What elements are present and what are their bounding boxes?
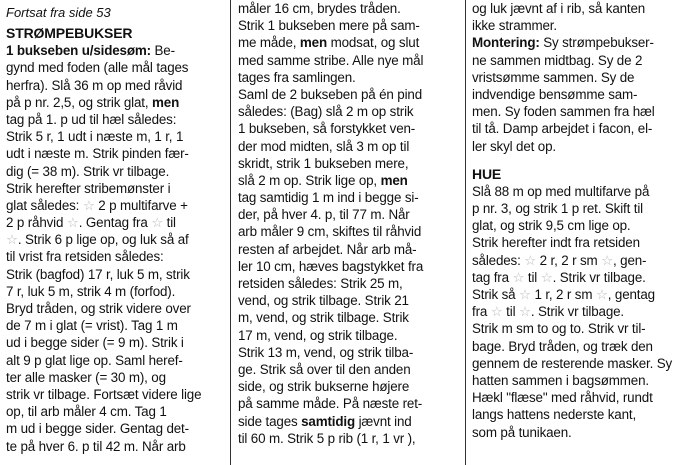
text-line: resten af arbejdet. Når arb må-	[238, 241, 417, 257]
text-line: til 60 m. Strik 5 p rib (1 r, 1 vr ),	[238, 430, 416, 446]
text-line: Strik 1 bukseben mere på sam-	[238, 18, 420, 34]
star-icon: ☆	[524, 252, 537, 268]
text-line: Strik m sm to og to. Strik vr til-	[472, 321, 646, 337]
text-line: 17 m, vend, og strik tilbage.	[238, 327, 398, 343]
text-line: Strik (bagfod) 17 r, luk 5 m, strik	[6, 266, 190, 282]
text-line: tag på 1. p ud til hæl således:	[6, 111, 177, 127]
text-line: ter alle masker (= 30 m), og	[6, 369, 166, 385]
text-line: tages fra samlingen.	[238, 69, 356, 85]
text-line: ler 10 cm, hæves bagstykket fra	[238, 258, 424, 274]
text-line: og luk jævnt af i rib, så kanten	[472, 1, 646, 16]
text-line: p nr. 3, og strik 1 p ret. Skift til	[472, 201, 643, 217]
text-line: 1 bukseben u/sidesøm: Be-	[6, 43, 175, 59]
text-line: således: (Bag) slå 2 m op strik	[238, 104, 414, 120]
text-line: på samme måde. På næste ret-	[238, 396, 423, 412]
text-line: side, og strik bukserne højere	[238, 379, 410, 395]
column-3	[472, 0, 694, 465]
text-line: arb måler 9 cm, skiftes til råhvid	[238, 224, 422, 240]
text-line: Strik herefter indt fra retsiden	[472, 235, 640, 251]
text-line: 7 r, luk 5 m, strik 4 m (forfod).	[6, 283, 176, 299]
text-line: skridt, strik 1 bukseben mere,	[238, 155, 409, 171]
continued-note: Fortsat fra side 53	[6, 5, 111, 20]
star-icon: ☆	[601, 252, 613, 268]
text-line: Strik herefter stribemønster i	[6, 180, 171, 196]
text-line: på p nr. 2,5, og strik glat, men	[6, 94, 180, 110]
text-line: ler skyl det op.	[472, 138, 556, 154]
star-icon: ☆	[490, 304, 503, 320]
section-title-hue: HUE	[472, 165, 502, 182]
star-icon: ☆	[151, 215, 164, 231]
text-line: slå 2 m op. Strik lige op, men	[238, 172, 408, 188]
text-line: udt i næste m. Strik pinden fær-	[6, 146, 189, 162]
text-line: tag fra ☆ til ☆. Strik vr tilbage.	[472, 269, 646, 285]
column-2	[238, 0, 460, 465]
text-line: vristsømme sammen. Sy de	[472, 69, 635, 85]
text-line: med samme stribe. Alle nye mål	[238, 52, 424, 68]
text-line: herfra). Slå 36 m op med råvid	[6, 77, 183, 93]
text-line: således: ☆ 2 r, 2 r sm ☆, gen-	[472, 252, 647, 268]
text-line: m ud i begge sider. Gentag det-	[6, 421, 189, 437]
text-line: Strik 5 r, 1 udt i næste m, 1 r, 1	[6, 129, 184, 145]
text-line: Saml de 2 bukseben på én pind	[238, 86, 423, 102]
text-line: langs hattens nederste kant,	[472, 407, 637, 423]
text-line: ge. Strik så over til den anden	[238, 361, 411, 377]
text-line: der, på hver 4. p, til 77 m. Når	[238, 207, 410, 223]
text-line: gennem de resterende masker. Sy	[472, 355, 673, 371]
section-gap	[472, 155, 694, 166]
text-line: glat, og strik 9,5 cm lige op.	[472, 218, 631, 234]
section-title-stroempebukser: STRØMPEBUKSER	[6, 25, 133, 41]
text-line: ikke strammer.	[472, 18, 557, 34]
text-line: ☆. Strik 6 p lige op, og luk så af	[6, 232, 189, 248]
text-line: me måde, men modsat, og slut	[238, 35, 420, 51]
star-icon: ☆	[540, 269, 553, 285]
star-icon: ☆	[519, 287, 531, 302]
text-line: til tå. Damp arbejdet i facon, el-	[472, 121, 653, 137]
text-line: ud i begge sider (= 9 m). Strik i	[6, 335, 184, 351]
star-icon: ☆	[66, 215, 79, 231]
text-line: tag samtidig 1 m ind i begge si-	[238, 190, 419, 206]
text-line: alt 9 p glat lige op. Saml heref-	[6, 352, 183, 368]
text-line: retsiden således: Strik 25 m,	[238, 276, 403, 291]
text-line: Montering: Sy strømpebukser-	[472, 35, 654, 51]
text-line: dig (= 38 m). Strik vr tilbage.	[6, 163, 170, 179]
text-line: de 7 m i glat (= vrist). Tag 1 m	[6, 318, 178, 334]
text-line: der mod midten, slå 3 m op til	[238, 138, 410, 154]
text-line: men. Sy foden sammen fra hæl	[472, 104, 655, 120]
text-line: op, til arb måler 4 cm. Tag 1	[6, 404, 167, 420]
column-divider	[465, 0, 466, 465]
text-line: glat således: ☆ 2 p multifarve +	[6, 197, 188, 213]
text-line: 2 p råhvid ☆. Gentag fra ☆ til	[6, 215, 176, 231]
text-line: bage. Bryd tråden, og træk den	[472, 338, 653, 354]
column-divider	[230, 0, 231, 465]
text-line: måler 16 cm, brydes tråden.	[238, 1, 401, 16]
text-line: strik vr tilbage. Fortsæt videre lige	[6, 386, 202, 402]
text-line: 1 bukseben, så forstykket ven-	[238, 121, 416, 137]
text-line: indvendige bensømme sam-	[472, 86, 638, 102]
text-line: som på tunikaen.	[472, 424, 572, 440]
text-line: m, vend, og strik tilbage. Strik	[238, 310, 409, 326]
star-icon: ☆	[6, 232, 18, 248]
text-line: hatten sammen i bagsømmen.	[472, 372, 649, 388]
star-icon: ☆	[518, 304, 531, 320]
text-line: gynd med foden (alle mål tages	[6, 60, 189, 76]
text-line: vend, og strik tilbage. Strik 21	[238, 293, 409, 309]
column-1	[6, 0, 224, 465]
star-icon: ☆	[512, 269, 525, 285]
text-line: til vrist fra retsiden således:	[6, 249, 164, 265]
star-icon: ☆	[595, 287, 608, 302]
text-line: ne sammen midtbag. Sy de 2	[472, 52, 643, 68]
text-line: Strik 13 m, vend, og strik tilba-	[238, 344, 414, 360]
star-icon: ☆	[82, 197, 95, 213]
text-line: Strik så ☆ 1 r, 2 r sm ☆, gentag	[472, 287, 655, 302]
text-line: Hækl "flæse" med råhvid, rundt	[472, 390, 653, 406]
text-line: side tages samtidig jævnt ind	[238, 413, 412, 429]
text-line: Slå 88 m op med multifarve på	[472, 183, 650, 199]
text-line: te på hver 6. p til 42 m. Når arb	[6, 438, 186, 454]
text-line: fra ☆ til ☆. Strik vr tilbage.	[472, 304, 624, 320]
text-line: Bryd tråden, og strik videre over	[6, 301, 191, 316]
